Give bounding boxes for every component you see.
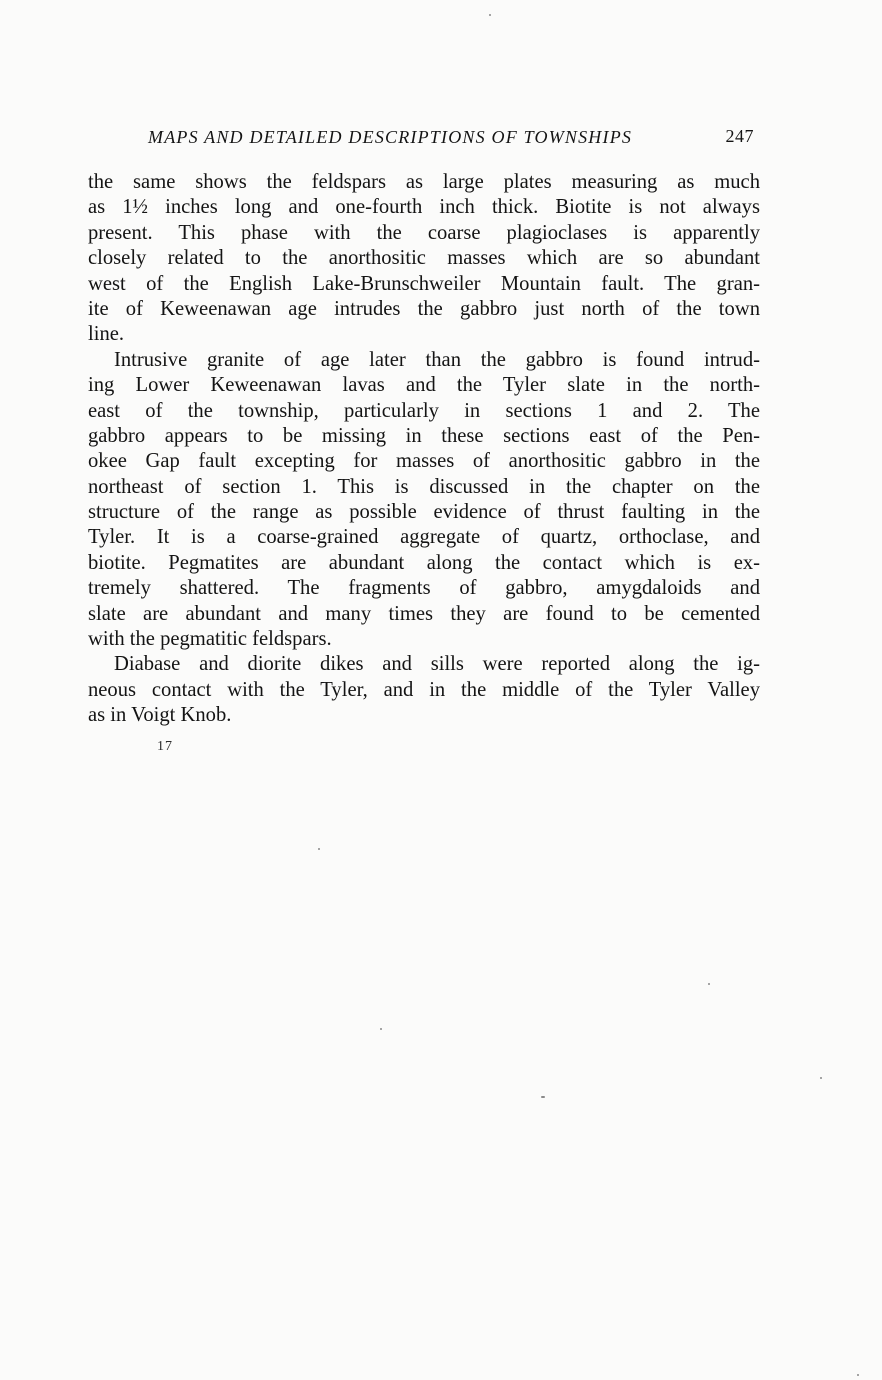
signature-mark: 17 [157, 739, 173, 754]
text-line: neous contact with the Tyler, and in the middle of the Tyler Valley [88, 678, 760, 701]
page-number: 247 [725, 126, 754, 146]
text-line: biotite. Pegmatites are abundant along the contact which is ex- [88, 551, 760, 574]
text-line: okee Gap fault excepting for masses of anorthositic gabbro in the [88, 450, 760, 473]
running-head [148, 127, 758, 153]
text-line: gabbro appears to be missing in these sections east of the Pen- [88, 424, 760, 447]
text-line: west of the English Lake-Brunschweiler Mountain fault. The gran- [88, 272, 760, 295]
paper-speck [318, 848, 320, 850]
paper-speck [820, 1077, 822, 1079]
text-line: Diabase and diorite dikes and sills were reported along the ig- [114, 653, 760, 676]
text-line: the same shows the feldspars as large plates measuring as much [88, 171, 760, 193]
running-title: MAPS AND DETAILED DESCRIPTIONS OF TOWNSHIPS [148, 127, 633, 147]
text-line: closely related to the anorthositic masses which are so abundant [88, 247, 760, 270]
text-line: east of the township, particularly in sections 1 and 2. The [88, 399, 760, 422]
paper-speck [489, 14, 491, 16]
text-line: Tyler. It is a coarse-grained aggregate of quartz, orthoclase, and [88, 526, 760, 549]
text-line: ing Lower Keweenawan lavas and the Tyler slate in the north- [88, 374, 760, 397]
text-line: line. [88, 323, 125, 346]
text-line: northeast of section 1. This is discussed in the chapter on the [88, 475, 760, 498]
text-line: structure of the range as possible evidence of thrust faulting in the [88, 501, 760, 524]
paper-speck [857, 1374, 859, 1376]
text-line: as in Voigt Knob. [88, 704, 232, 727]
paper-speck [380, 1028, 382, 1030]
text-line: slate are abundant and many times they are found to be cemented [88, 602, 760, 625]
text-line: ite of Keweenawan age intrudes the gabbro just north of the town [88, 297, 760, 320]
text-line: with the pegmatitic feldspars. [88, 628, 332, 651]
text-line: present. This phase with the coarse plagioclases is apparently [88, 221, 760, 244]
text-line: Intrusive granite of age later than the gabbro is found intrud- [114, 348, 760, 371]
text-line: as 1½ inches long and one-fourth inch thick. Biotite is not always [88, 196, 760, 219]
body-text [88, 170, 760, 729]
paper-speck [541, 1096, 545, 1098]
text-line: tremely shattered. The fragments of gabbro, amygdaloids and [88, 577, 760, 600]
paper-speck [708, 983, 710, 985]
